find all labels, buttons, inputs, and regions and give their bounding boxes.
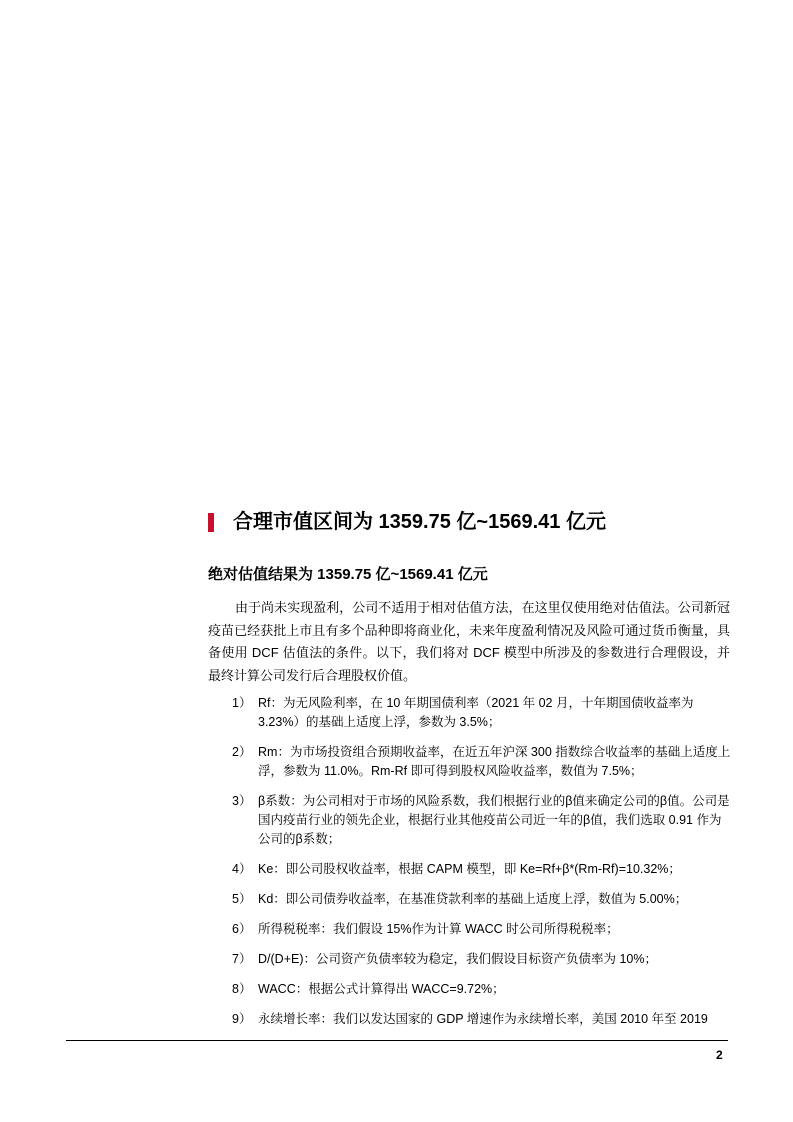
list-item-number: 5） xyxy=(232,892,252,906)
list-item xyxy=(232,890,732,909)
footer-divider xyxy=(66,1040,728,1041)
intro-paragraph: 由于尚未实现盈利，公司不适用于相对估值方法，在这里仅使用绝对估值法。公司新冠疫苗已经获批上市且有多个品种即将商业化，未来年度盈利情况及风险可通过货币衡量，具备使用 DCF 估值法的条件。以下，我们将对 DCF 模型中所涉及的参数进行合理假设，并最终计算公司发行后合理股权价值。 xyxy=(208,600,730,683)
list-item-text: WACC：根据公式计算得出 WACC=9.72%； xyxy=(258,982,505,996)
list-item-number: 3） xyxy=(232,794,252,808)
page-number: 2 xyxy=(716,1048,723,1062)
list-item xyxy=(232,920,732,939)
list-item-text: β系数：为公司相对于市场的风险系数，我们根据行业的β值来确定公司的β值。公司是国内疫苗行业的领先企业，根据行业其他疫苗公司近一年的β值，我们选取 0.91 作为公司的β系数； xyxy=(258,794,730,846)
list-item xyxy=(232,1010,732,1029)
list-item-number: 6） xyxy=(232,922,252,936)
list-item xyxy=(232,950,732,969)
list-item xyxy=(232,980,732,999)
list-item-number: 1） xyxy=(232,696,252,710)
list-item-text: Rm：为市场投资组合预期收益率，在近五年沪深 300 指数综合收益率的基础上适度上浮，参数为 11.0%。Rm-Rf 即可得到股权风险收益率，数值为 7.5%； xyxy=(258,745,731,778)
list-item-text: Rf：为无风险利率，在 10 年期国债利率（2021 年 02 月，十年期国债收益率为 3.23%）的基础上适度上浮，参数为 3.5%； xyxy=(258,696,694,729)
list-item-text: D/(D+E)：公司资产负债率较为稳定，我们假设目标资产负债率为 10%； xyxy=(258,952,657,966)
list-item xyxy=(232,792,732,849)
list-item-text: 所得税税率：我们假设 15%作为计算 WACC 时公司所得税税率； xyxy=(258,922,619,936)
list-item xyxy=(232,694,732,732)
list-item-text: 永续增长率：我们以发达国家的 GDP 增速作为永续增长率，美国 2010 年至 2019 xyxy=(258,1012,708,1026)
list-item-number: 9） xyxy=(232,1012,252,1026)
list-item-text: Kd：即公司债券收益率，在基准贷款利率的基础上适度上浮，数值为 5.00%； xyxy=(258,892,688,906)
list-item-number: 7） xyxy=(232,952,252,966)
assumption-list xyxy=(232,694,732,1040)
list-item-number: 4） xyxy=(232,862,252,876)
section-title: 合理市值区间为 1359.75 亿~1569.41 亿元 xyxy=(233,511,606,533)
list-item-text: Ke：即公司股权收益率，根据 CAPM 模型，即 Ke=Rf+β*(Rm-Rf)=10.32%； xyxy=(258,862,681,876)
list-item xyxy=(232,860,732,879)
list-item-number: 2） xyxy=(232,745,252,759)
subsection-title: 绝对估值结果为 1359.75 亿~1569.41 亿元 xyxy=(208,566,488,583)
list-item xyxy=(232,743,732,781)
list-item-number: 8） xyxy=(232,982,252,996)
section-marker-bar xyxy=(208,513,214,532)
